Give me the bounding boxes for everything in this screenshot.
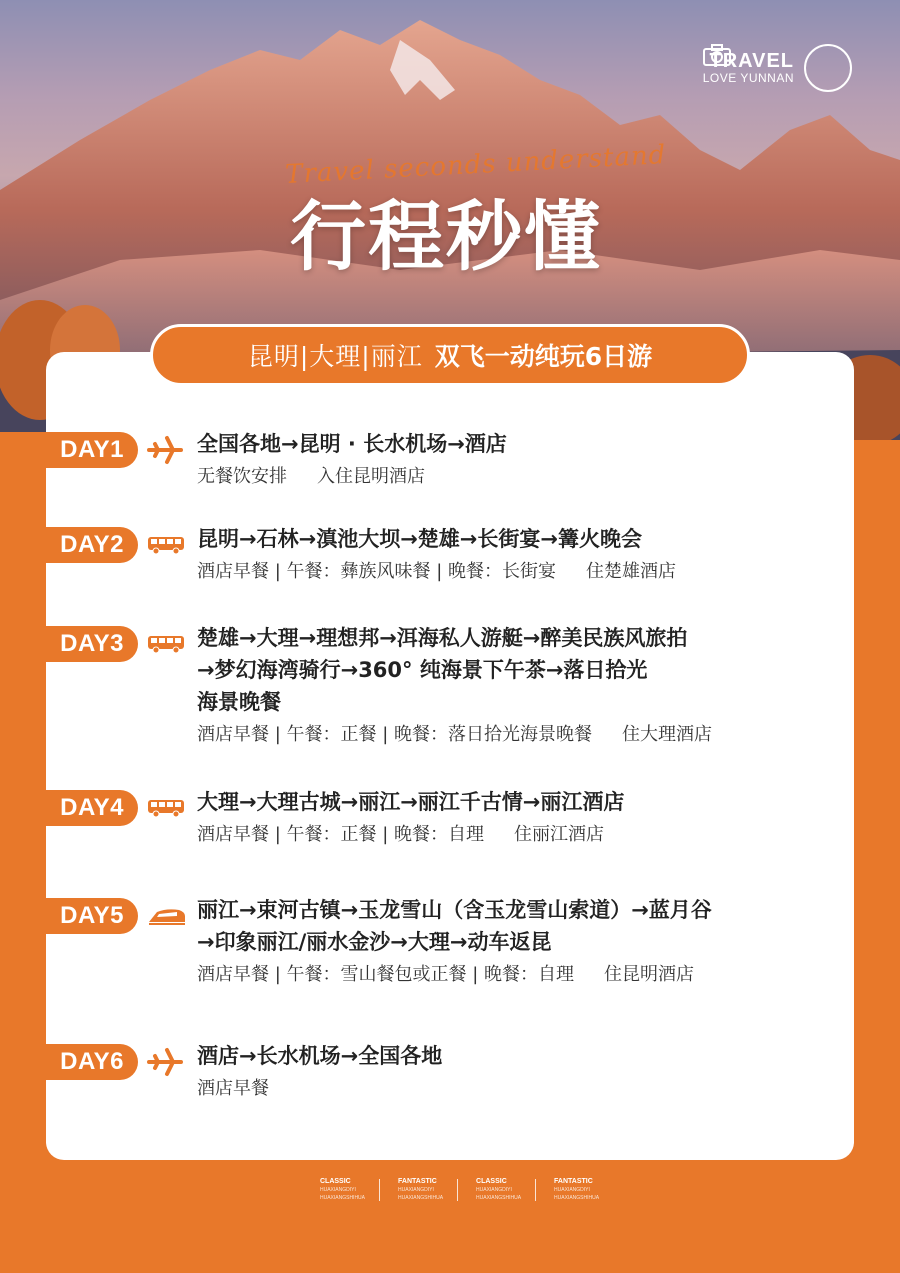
footer-sub: HUAXIANGSHIHUA xyxy=(554,1195,600,1201)
hero-script-text: Travel seconds understand xyxy=(284,140,668,190)
day-meals xyxy=(197,960,827,990)
day-route-line: 酒店→长水机场→全国各地 xyxy=(197,1044,443,1068)
footer-label: FANTASTIC xyxy=(398,1178,437,1185)
footer-sub: HUAXIANGDIYI xyxy=(320,1187,356,1193)
day-details xyxy=(197,894,827,990)
meal-info: 酒店早餐 xyxy=(197,1078,269,1099)
footer-divider xyxy=(457,1179,458,1201)
day-route-line: 丽江→束河古镇→玉龙雪山（含玉龙雪山索道）→蓝月谷 xyxy=(197,898,712,922)
day-details xyxy=(197,523,827,587)
brand-subtitle: LOVE YUNNAN xyxy=(702,71,794,86)
footer-sub: HUAXIANGDIYI xyxy=(398,1187,434,1193)
day-route-line: 大理→大理古城→丽江→丽江千古情→丽江酒店 xyxy=(197,790,625,814)
day-badge: DAY1 xyxy=(0,432,138,468)
hotel-info: 住楚雄酒店 xyxy=(586,561,677,582)
footer-sub: HUAXIANGDIYI xyxy=(554,1187,590,1193)
day-route-line: 全国各地→昆明 · 长水机场→酒店 xyxy=(197,432,507,456)
footer-sub: HUAXIANGSHIHUA xyxy=(398,1195,444,1201)
day-badge: DAY2 xyxy=(0,527,138,563)
footer-item xyxy=(476,1178,536,1202)
footer-item xyxy=(320,1178,380,1202)
hotel-info: 住丽江酒店 xyxy=(514,824,605,845)
day-route-line: 海景晚餐 xyxy=(197,690,281,714)
brand-title: TRAVEL xyxy=(709,50,794,73)
hotel-info: 住昆明酒店 xyxy=(604,964,695,985)
page-title: 行程秒懂 xyxy=(290,192,602,281)
day-route-line: →印象丽江/丽水金沙→大理→动车返昆 xyxy=(197,930,552,954)
meal-info: 酒店早餐 | 午餐：雪山餐包或正餐 | 晚餐：自理 xyxy=(197,964,575,985)
airplane-icon xyxy=(147,435,183,469)
high-speed-train-icon xyxy=(147,906,187,930)
meal-info: 无餐饮安排 xyxy=(197,466,287,487)
bus-icon xyxy=(147,798,185,822)
day-badge: DAY3 xyxy=(0,626,138,662)
day-badge: DAY5 xyxy=(0,898,138,934)
day-route-line: 昆明→石林→滇池大坝→楚雄→长街宴→篝火晚会 xyxy=(197,527,642,551)
day-badge: DAY4 xyxy=(0,790,138,826)
tour-title-pill xyxy=(150,324,750,386)
meal-info: 酒店早餐 | 午餐：正餐 | 晚餐：自理 xyxy=(197,824,485,845)
day-meals xyxy=(197,1074,827,1104)
day-details xyxy=(197,1040,827,1104)
meal-info: 酒店早餐 | 午餐：彝族风味餐 | 晚餐：长街宴 xyxy=(197,561,557,582)
day-details xyxy=(197,622,827,750)
day-badge: DAY6 xyxy=(0,1044,138,1080)
bus-icon xyxy=(147,535,185,559)
day-details xyxy=(197,786,827,850)
brand-logo xyxy=(703,44,852,92)
airplane-icon xyxy=(147,1047,183,1081)
camera-icon xyxy=(804,44,852,92)
footer-sub: HUAXIANGSHIHUA xyxy=(320,1195,366,1201)
day-meals xyxy=(197,557,827,587)
footer-divider xyxy=(535,1179,536,1201)
tour-route: 昆明|大理|丽江 xyxy=(247,342,423,371)
footer-item xyxy=(554,1178,599,1202)
footer-sub: HUAXIANGDIYI xyxy=(476,1187,512,1193)
footer-label: FANTASTIC xyxy=(554,1178,593,1185)
day-details xyxy=(197,428,827,492)
day-meals xyxy=(197,462,827,492)
footer-item xyxy=(398,1178,458,1202)
hotel-info: 住大理酒店 xyxy=(622,724,713,745)
footer-labels xyxy=(320,1178,599,1202)
footer-divider xyxy=(379,1179,380,1201)
day-route-line: →梦幻海湾骑行→360° 纯海景下午茶→落日拾光 xyxy=(197,658,648,682)
meal-info: 酒店早餐 | 午餐：正餐 | 晚餐：落日拾光海景晚餐 xyxy=(197,724,593,745)
tour-name: 双飞一动纯玩6日游 xyxy=(434,342,653,371)
bus-icon xyxy=(147,634,185,658)
footer-sub: HUAXIANGSHIHUA xyxy=(476,1195,522,1201)
day-meals xyxy=(197,820,827,850)
footer-label: CLASSIC xyxy=(476,1178,507,1185)
hotel-info: 入住昆明酒店 xyxy=(317,466,425,487)
footer-label: CLASSIC xyxy=(320,1178,351,1185)
day-route-line: 楚雄→大理→理想邦→洱海私人游艇→醉美民族风旅拍 xyxy=(197,626,688,650)
day-meals xyxy=(197,720,827,750)
